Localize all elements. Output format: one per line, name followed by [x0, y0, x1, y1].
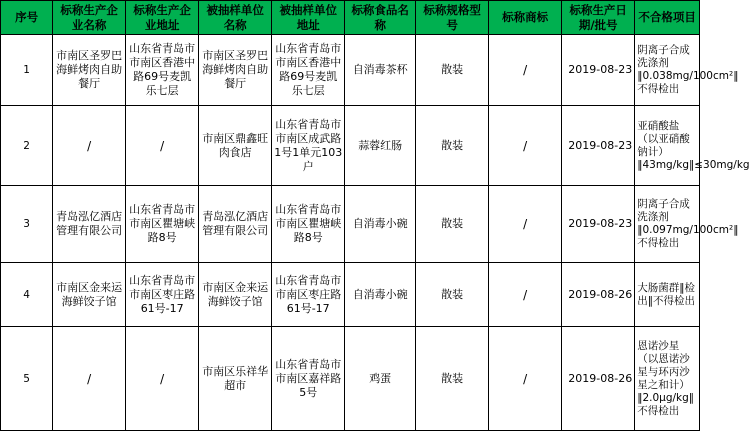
cell-producer-name: /	[53, 106, 126, 186]
header-sampled-address: 被抽样单位地址	[272, 1, 345, 35]
cell-producer-name: 青岛泓亿酒店管理有限公司	[53, 186, 126, 263]
cell-food-name: 自消毒小碗	[345, 186, 416, 263]
header-food-name: 标称食品名称	[345, 1, 416, 35]
cell-date: 2019-08-23	[562, 106, 635, 186]
cell-sampled-address: 山东省青岛市市南区成武路1号1单元103户	[272, 106, 345, 186]
header-spec: 标称规格型号	[416, 1, 489, 35]
header-producer-name: 标称生产企业名称	[53, 1, 126, 35]
cell-spec: 散装	[416, 186, 489, 263]
cell-no: 3	[1, 186, 53, 263]
cell-food-name: 自消毒茶杯	[345, 35, 416, 106]
cell-no: 5	[1, 327, 53, 431]
table-row	[1, 186, 700, 263]
cell-failed-item: 阴离子合成洗涤剂‖0.038mg/100cm²‖不得检出	[635, 35, 700, 106]
cell-producer-address: 山东省青岛市市南区香港中路69号麦凯乐七层	[126, 35, 199, 106]
table-row	[1, 106, 700, 186]
cell-food-name: 自消毒小碗	[345, 263, 416, 327]
cell-producer-name: 市南区金来运海鲜饺子馆	[53, 263, 126, 327]
cell-date: 2019-08-23	[562, 35, 635, 106]
cell-spec: 散装	[416, 35, 489, 106]
cell-date: 2019-08-26	[562, 327, 635, 431]
cell-brand: /	[489, 35, 562, 106]
cell-spec: 散装	[416, 263, 489, 327]
table-row	[1, 263, 700, 327]
cell-failed-item: 恩诺沙星（以恩诺沙星与环丙沙星之和计）‖2.0μg/kg‖不得检出	[635, 327, 700, 431]
cell-sampled-address: 山东省青岛市市南区枣庄路61号-17	[272, 263, 345, 327]
cell-no: 4	[1, 263, 53, 327]
cell-food-name: 蒜蓉红肠	[345, 106, 416, 186]
cell-spec: 散装	[416, 106, 489, 186]
cell-sampled-address: 山东省青岛市市南区香港中路69号麦凯乐七层	[272, 35, 345, 106]
cell-no: 1	[1, 35, 53, 106]
cell-brand: /	[489, 263, 562, 327]
cell-food-name: 鸡蛋	[345, 327, 416, 431]
cell-brand: /	[489, 106, 562, 186]
cell-date: 2019-08-26	[562, 263, 635, 327]
cell-no: 2	[1, 106, 53, 186]
cell-producer-address: /	[126, 327, 199, 431]
cell-failed-item: 亚硝酸盐（以亚硝酸钠计）‖43mg/kg‖≤30mg/kg	[635, 106, 700, 186]
header-date: 标称生产日期/批号	[562, 1, 635, 35]
cell-producer-name: 市南区圣罗巴海鲜烤肉自助餐厅	[53, 35, 126, 106]
header-row	[1, 1, 700, 35]
cell-sampled-name: 市南区乐祥华超市	[199, 327, 272, 431]
cell-failed-item: 阴离子合成洗涤剂‖0.097mg/100cm²‖不得检出	[635, 186, 700, 263]
cell-sampled-name: 市南区鼎鑫旺肉食店	[199, 106, 272, 186]
header-failed-item: 不合格项目	[635, 1, 700, 35]
cell-sampled-address: 山东省青岛市市南区嘉祥路5号	[272, 327, 345, 431]
cell-producer-address: 山东省青岛市市南区瞿塘峡路8号	[126, 186, 199, 263]
header-no: 序号	[1, 1, 53, 35]
header-sampled-name: 被抽样单位名称	[199, 1, 272, 35]
cell-sampled-name: 市南区金来运海鲜饺子馆	[199, 263, 272, 327]
cell-sampled-name: 青岛泓亿酒店管理有限公司	[199, 186, 272, 263]
cell-sampled-address: 山东省青岛市市南区瞿塘峡路8号	[272, 186, 345, 263]
cell-producer-name: /	[53, 327, 126, 431]
cell-brand: /	[489, 327, 562, 431]
cell-producer-address: 山东省青岛市市南区枣庄路61号-17	[126, 263, 199, 327]
cell-failed-item: 大肠菌群‖检出‖不得检出	[635, 263, 700, 327]
cell-producer-address: /	[126, 106, 199, 186]
cell-date: 2019-08-23	[562, 186, 635, 263]
header-producer-address: 标称生产企业地址	[126, 1, 199, 35]
header-brand: 标称商标	[489, 1, 562, 35]
table-row	[1, 327, 700, 431]
cell-brand: /	[489, 186, 562, 263]
cell-spec: 散装	[416, 327, 489, 431]
table-row	[1, 35, 700, 106]
cell-sampled-name: 市南区圣罗巴海鲜烤肉自助餐厅	[199, 35, 272, 106]
